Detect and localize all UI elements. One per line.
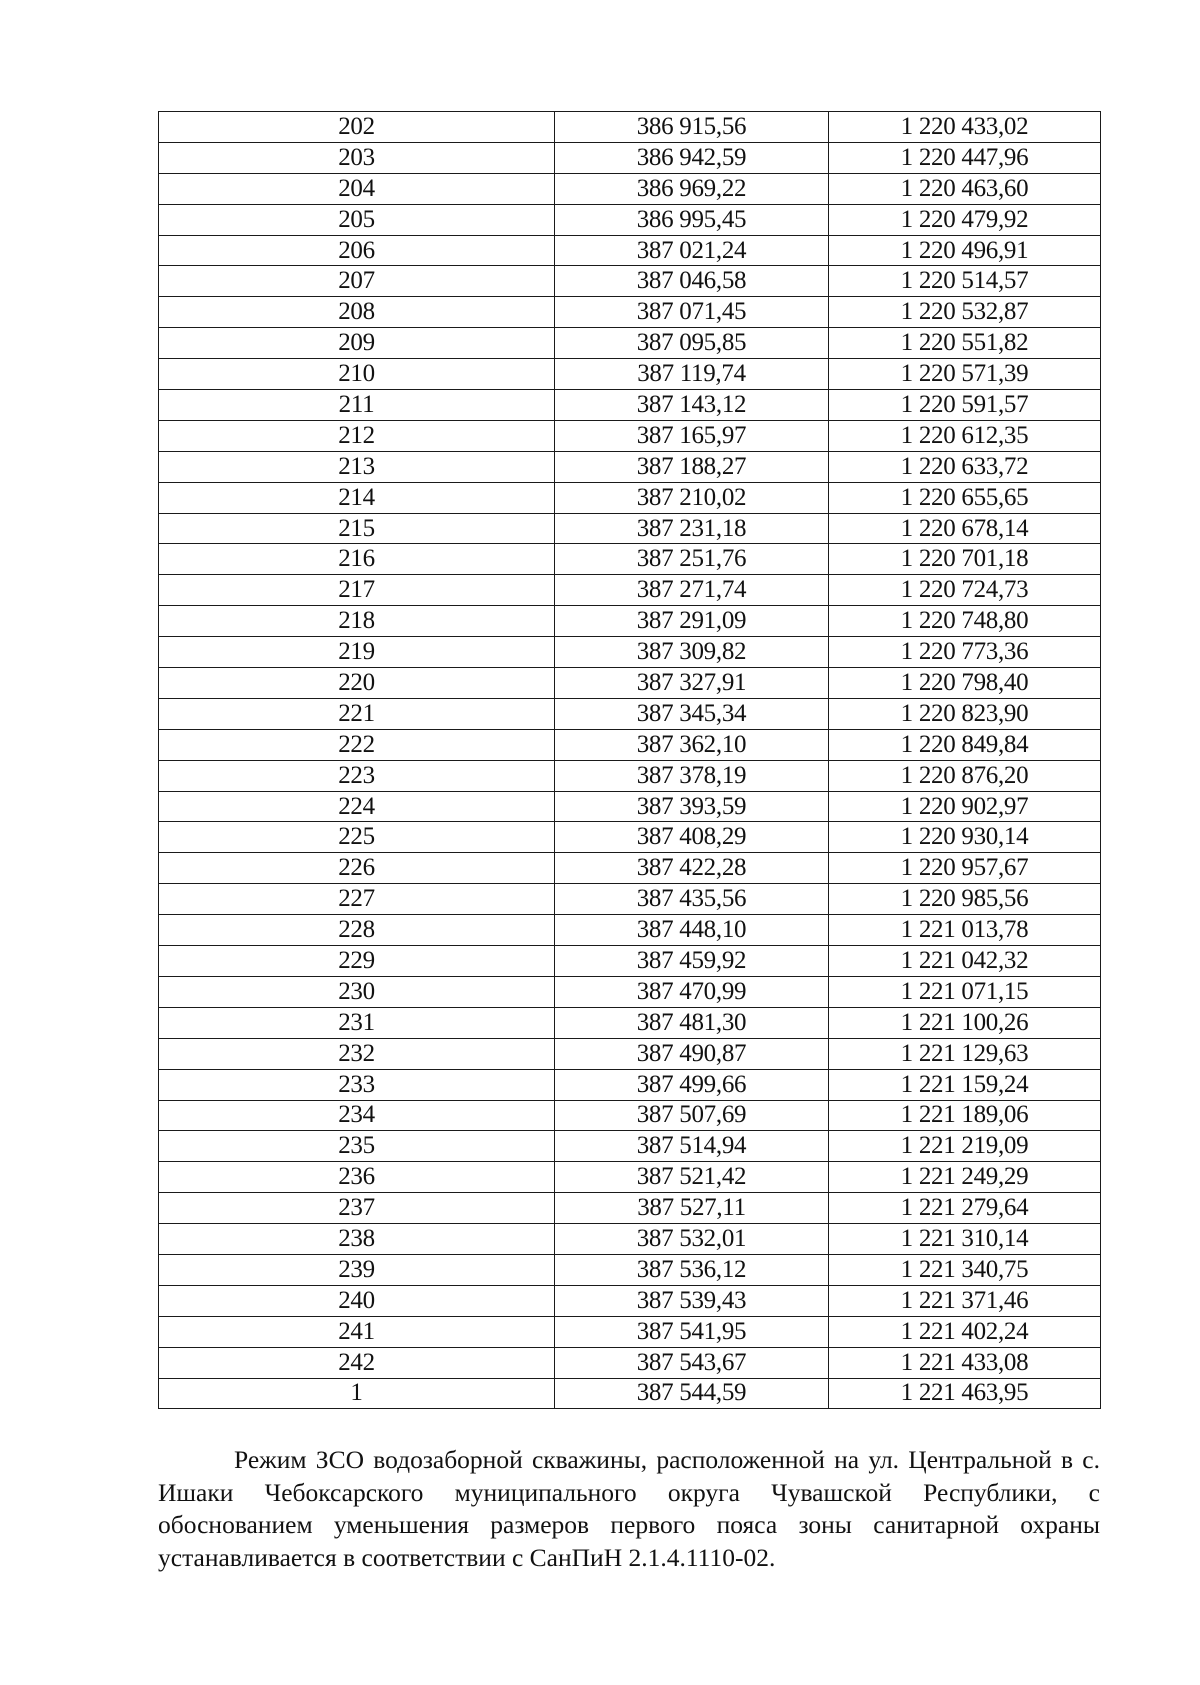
x-coordinate-cell: 387 507,69 — [555, 1100, 829, 1131]
table-row — [159, 204, 1101, 235]
table-row — [159, 1100, 1101, 1131]
point-number-cell: 216 — [159, 544, 555, 575]
point-number-cell: 211 — [159, 390, 555, 421]
table-row — [159, 791, 1101, 822]
point-number-cell: 205 — [159, 204, 555, 235]
x-coordinate-cell: 387 541,95 — [555, 1316, 829, 1347]
y-coordinate-cell: 1 220 479,92 — [829, 204, 1101, 235]
y-coordinate-cell: 1 220 748,80 — [829, 606, 1101, 637]
y-coordinate-cell: 1 220 633,72 — [829, 451, 1101, 482]
point-number-cell: 234 — [159, 1100, 555, 1131]
point-number-cell: 231 — [159, 1007, 555, 1038]
y-coordinate-cell: 1 221 042,32 — [829, 946, 1101, 977]
x-coordinate-cell: 387 095,85 — [555, 328, 829, 359]
x-coordinate-cell: 387 408,29 — [555, 822, 829, 853]
table-row — [159, 822, 1101, 853]
table-row — [159, 853, 1101, 884]
y-coordinate-cell: 1 221 279,64 — [829, 1193, 1101, 1224]
point-number-cell: 207 — [159, 266, 555, 297]
point-number-cell: 238 — [159, 1224, 555, 1255]
point-number-cell: 242 — [159, 1347, 555, 1378]
y-coordinate-cell: 1 221 433,08 — [829, 1347, 1101, 1378]
point-number-cell: 203 — [159, 142, 555, 173]
x-coordinate-cell: 387 362,10 — [555, 729, 829, 760]
point-number-cell: 219 — [159, 637, 555, 668]
table-row — [159, 266, 1101, 297]
y-coordinate-cell: 1 220 678,14 — [829, 513, 1101, 544]
table-row — [159, 451, 1101, 482]
y-coordinate-cell: 1 220 433,02 — [829, 112, 1101, 143]
point-number-cell: 206 — [159, 235, 555, 266]
coordinates-table — [158, 111, 1101, 1409]
x-coordinate-cell: 387 378,19 — [555, 760, 829, 791]
point-number-cell: 218 — [159, 606, 555, 637]
table-row — [159, 1378, 1101, 1409]
table-row — [159, 359, 1101, 390]
y-coordinate-cell: 1 220 930,14 — [829, 822, 1101, 853]
y-coordinate-cell: 1 221 071,15 — [829, 976, 1101, 1007]
table-row — [159, 112, 1101, 143]
x-coordinate-cell: 387 536,12 — [555, 1254, 829, 1285]
y-coordinate-cell: 1 220 591,57 — [829, 390, 1101, 421]
table-row — [159, 1193, 1101, 1224]
y-coordinate-cell: 1 220 902,97 — [829, 791, 1101, 822]
table-row — [159, 1038, 1101, 1069]
x-coordinate-cell: 387 393,59 — [555, 791, 829, 822]
y-coordinate-cell: 1 221 371,46 — [829, 1285, 1101, 1316]
y-coordinate-cell: 1 220 724,73 — [829, 575, 1101, 606]
table-row — [159, 544, 1101, 575]
x-coordinate-cell: 387 539,43 — [555, 1285, 829, 1316]
table-row — [159, 1224, 1101, 1255]
y-coordinate-cell: 1 220 447,96 — [829, 142, 1101, 173]
point-number-cell: 223 — [159, 760, 555, 791]
y-coordinate-cell: 1 220 514,57 — [829, 266, 1101, 297]
y-coordinate-cell: 1 220 655,65 — [829, 482, 1101, 513]
point-number-cell: 225 — [159, 822, 555, 853]
x-coordinate-cell: 387 459,92 — [555, 946, 829, 977]
point-number-cell: 233 — [159, 1069, 555, 1100]
x-coordinate-cell: 387 543,67 — [555, 1347, 829, 1378]
point-number-cell: 228 — [159, 915, 555, 946]
y-coordinate-cell: 1 220 985,56 — [829, 884, 1101, 915]
x-coordinate-cell: 387 046,58 — [555, 266, 829, 297]
table-row — [159, 420, 1101, 451]
x-coordinate-cell: 387 470,99 — [555, 976, 829, 1007]
x-coordinate-cell: 387 422,28 — [555, 853, 829, 884]
point-number-cell: 232 — [159, 1038, 555, 1069]
x-coordinate-cell: 386 995,45 — [555, 204, 829, 235]
table-row — [159, 1162, 1101, 1193]
y-coordinate-cell: 1 221 463,95 — [829, 1378, 1101, 1409]
y-coordinate-cell: 1 220 773,36 — [829, 637, 1101, 668]
x-coordinate-cell: 387 188,27 — [555, 451, 829, 482]
point-number-cell: 220 — [159, 668, 555, 699]
y-coordinate-cell: 1 221 159,24 — [829, 1069, 1101, 1100]
point-number-cell: 212 — [159, 420, 555, 451]
x-coordinate-cell: 386 942,59 — [555, 142, 829, 173]
x-coordinate-cell: 387 448,10 — [555, 915, 829, 946]
table-row — [159, 637, 1101, 668]
x-coordinate-cell: 387 521,42 — [555, 1162, 829, 1193]
table-row — [159, 235, 1101, 266]
table-row — [159, 1007, 1101, 1038]
x-coordinate-cell: 387 291,09 — [555, 606, 829, 637]
y-coordinate-cell: 1 220 571,39 — [829, 359, 1101, 390]
table-row — [159, 1069, 1101, 1100]
table-row — [159, 173, 1101, 204]
x-coordinate-cell: 387 071,45 — [555, 297, 829, 328]
x-coordinate-cell: 387 499,66 — [555, 1069, 829, 1100]
point-number-cell: 1 — [159, 1378, 555, 1409]
point-number-cell: 210 — [159, 359, 555, 390]
point-number-cell: 208 — [159, 297, 555, 328]
table-row — [159, 976, 1101, 1007]
table-row — [159, 1131, 1101, 1162]
point-number-cell: 215 — [159, 513, 555, 544]
y-coordinate-cell: 1 220 496,91 — [829, 235, 1101, 266]
x-coordinate-cell: 387 021,24 — [555, 235, 829, 266]
table-row — [159, 513, 1101, 544]
point-number-cell: 229 — [159, 946, 555, 977]
table-row — [159, 1285, 1101, 1316]
point-number-cell: 209 — [159, 328, 555, 359]
y-coordinate-cell: 1 220 463,60 — [829, 173, 1101, 204]
table-row — [159, 1316, 1101, 1347]
y-coordinate-cell: 1 221 219,09 — [829, 1131, 1101, 1162]
table-row — [159, 390, 1101, 421]
x-coordinate-cell: 387 435,56 — [555, 884, 829, 915]
y-coordinate-cell: 1 221 310,14 — [829, 1224, 1101, 1255]
x-coordinate-cell: 387 327,91 — [555, 668, 829, 699]
y-coordinate-cell: 1 221 100,26 — [829, 1007, 1101, 1038]
x-coordinate-cell: 387 309,82 — [555, 637, 829, 668]
table-row — [159, 606, 1101, 637]
zso-regime-paragraph: Режим ЗСО водозаборной скважины, расположенной на ул. Центральной в с. Ишаки Чебоксарского муниципального округа Чувашской Республики, с обоснованием уменьшения размеров первого пояса зоны санитарной охраны устанавливается в соответствии с СанПиН 2.1.4.1110-02. — [158, 1445, 1100, 1572]
point-number-cell: 239 — [159, 1254, 555, 1285]
table-row — [159, 884, 1101, 915]
point-number-cell: 226 — [159, 853, 555, 884]
table-row — [159, 915, 1101, 946]
point-number-cell: 236 — [159, 1162, 555, 1193]
y-coordinate-cell: 1 220 823,90 — [829, 698, 1101, 729]
x-coordinate-cell: 387 544,59 — [555, 1378, 829, 1409]
y-coordinate-cell: 1 221 189,06 — [829, 1100, 1101, 1131]
y-coordinate-cell: 1 220 551,82 — [829, 328, 1101, 359]
x-coordinate-cell: 387 514,94 — [555, 1131, 829, 1162]
point-number-cell: 202 — [159, 112, 555, 143]
x-coordinate-cell: 387 231,18 — [555, 513, 829, 544]
y-coordinate-cell: 1 220 876,20 — [829, 760, 1101, 791]
point-number-cell: 222 — [159, 729, 555, 760]
table-row — [159, 575, 1101, 606]
y-coordinate-cell: 1 220 701,18 — [829, 544, 1101, 575]
y-coordinate-cell: 1 220 612,35 — [829, 420, 1101, 451]
point-number-cell: 214 — [159, 482, 555, 513]
x-coordinate-cell: 387 532,01 — [555, 1224, 829, 1255]
table-row — [159, 328, 1101, 359]
x-coordinate-cell: 386 915,56 — [555, 112, 829, 143]
point-number-cell: 227 — [159, 884, 555, 915]
y-coordinate-cell: 1 220 798,40 — [829, 668, 1101, 699]
table-row — [159, 946, 1101, 977]
x-coordinate-cell: 387 481,30 — [555, 1007, 829, 1038]
x-coordinate-cell: 387 527,11 — [555, 1193, 829, 1224]
y-coordinate-cell: 1 221 013,78 — [829, 915, 1101, 946]
x-coordinate-cell: 387 119,74 — [555, 359, 829, 390]
table-row — [159, 142, 1101, 173]
table-row — [159, 1254, 1101, 1285]
y-coordinate-cell: 1 220 532,87 — [829, 297, 1101, 328]
y-coordinate-cell: 1 221 129,63 — [829, 1038, 1101, 1069]
table-row — [159, 760, 1101, 791]
point-number-cell: 221 — [159, 698, 555, 729]
point-number-cell: 224 — [159, 791, 555, 822]
point-number-cell: 204 — [159, 173, 555, 204]
table-row — [159, 668, 1101, 699]
x-coordinate-cell: 387 210,02 — [555, 482, 829, 513]
table-row — [159, 1347, 1101, 1378]
point-number-cell: 241 — [159, 1316, 555, 1347]
table-row — [159, 297, 1101, 328]
point-number-cell: 237 — [159, 1193, 555, 1224]
x-coordinate-cell: 386 969,22 — [555, 173, 829, 204]
y-coordinate-cell: 1 221 249,29 — [829, 1162, 1101, 1193]
y-coordinate-cell: 1 220 957,67 — [829, 853, 1101, 884]
table-row — [159, 482, 1101, 513]
point-number-cell: 230 — [159, 976, 555, 1007]
x-coordinate-cell: 387 251,76 — [555, 544, 829, 575]
coordinates-table-body — [159, 112, 1101, 1409]
x-coordinate-cell: 387 490,87 — [555, 1038, 829, 1069]
table-row — [159, 729, 1101, 760]
y-coordinate-cell: 1 220 849,84 — [829, 729, 1101, 760]
point-number-cell: 240 — [159, 1285, 555, 1316]
table-row — [159, 698, 1101, 729]
x-coordinate-cell: 387 345,34 — [555, 698, 829, 729]
y-coordinate-cell: 1 221 402,24 — [829, 1316, 1101, 1347]
point-number-cell: 217 — [159, 575, 555, 606]
x-coordinate-cell: 387 165,97 — [555, 420, 829, 451]
point-number-cell: 213 — [159, 451, 555, 482]
x-coordinate-cell: 387 143,12 — [555, 390, 829, 421]
point-number-cell: 235 — [159, 1131, 555, 1162]
y-coordinate-cell: 1 221 340,75 — [829, 1254, 1101, 1285]
x-coordinate-cell: 387 271,74 — [555, 575, 829, 606]
